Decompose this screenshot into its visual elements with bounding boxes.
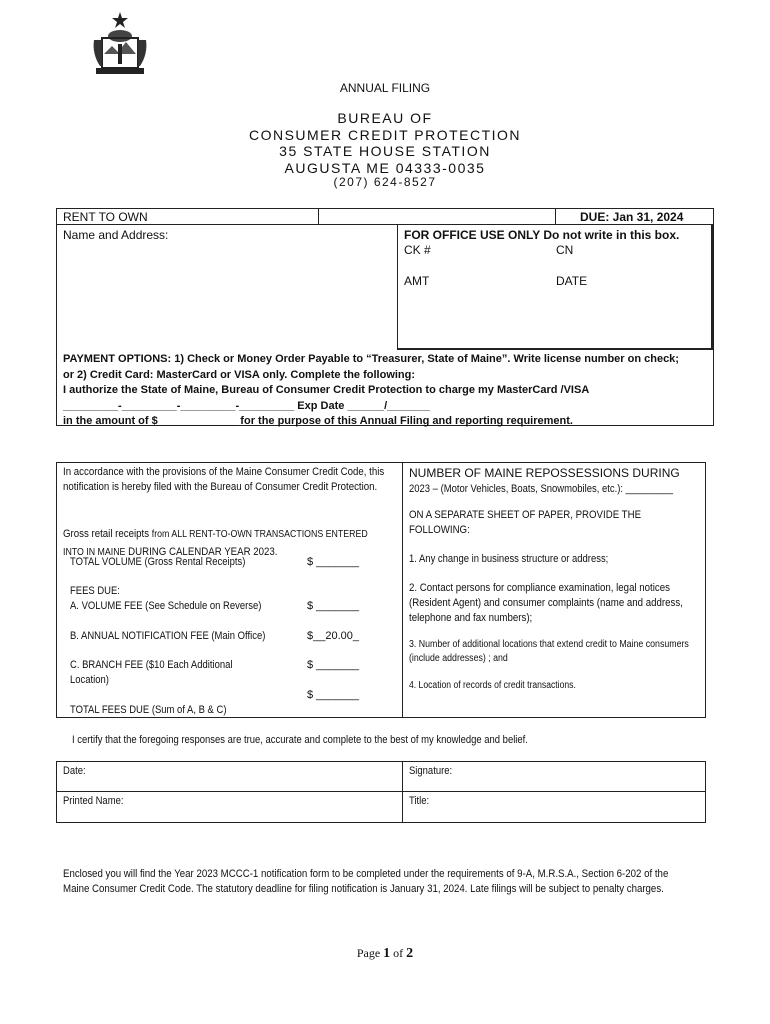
separate-sheet-text: ON A SEPARATE SHEET OF PAPER, PROVIDE THE FOLLOWING: (409, 509, 642, 536)
bureau-phone: (207) 624-8527 (333, 175, 437, 189)
name-address-field[interactable] (58, 244, 394, 346)
divider (318, 208, 319, 224)
cn-label: CN (556, 243, 574, 257)
divider (402, 761, 403, 823)
annual-filing-title: ANNUAL FILING (339, 81, 431, 95)
notification-fee-amount: $__20.00_ (307, 630, 359, 642)
payment-options: PAYMENT OPTIONS: 1) Check or Money Order Payable to “Treasurer, State of Maine”. Write license number on check; or 2) Credit Card: MasterCard or VISA only. Complete the following: I authorize the State of Maine, Bureau of Consumer Credit Protection to charge my MasterCard /VISA _________-_________-_________-_________ Exp Date ______/_______ in the amount of $_____________ for the purpose of this Annual Filing and reporting requirement. (63, 353, 679, 427)
item-1: 1. Any change in business structure or address; (409, 553, 609, 565)
item-3: 3. Number of additional locations that extend credit to Maine consumers (include addresses) ; and (409, 639, 689, 664)
signature-field[interactable]: Signature: (409, 765, 453, 777)
office-use-box (397, 224, 713, 350)
date-label: DATE (556, 274, 588, 288)
state-seal (88, 10, 152, 78)
gross-receipts: Gross retail receipts from ALL RENT-TO-OWN TRANSACTIONS ENTERED INTO IN MAINE DURING CALENDAR YEAR 2023. (63, 528, 368, 558)
fees-due-label: FEES DUE: (70, 585, 120, 597)
repossessions-line[interactable]: 2023 – (Motor Vehicles, Boats, Snowmobiles, etc.): _________ (409, 483, 673, 495)
ck-label: CK # (404, 243, 431, 257)
total-fees-label: TOTAL FEES DUE (Sum of A, B & C) (70, 704, 227, 716)
office-use-heading: FOR OFFICE USE ONLY Do not write in this box. (404, 228, 680, 242)
name-address-label: Name and Address: (63, 228, 169, 242)
title-field[interactable]: Title: (409, 795, 430, 807)
item-4: 4. Location of records of credit transactions. (409, 680, 576, 691)
printed-name-field[interactable]: Printed Name: (63, 795, 124, 807)
certification-statement: I certify that the foregoing responses are true, accurate and complete to the best of my knowledge and belief. (72, 734, 528, 746)
volume-fee-label: A. VOLUME FEE (See Schedule on Reverse) (70, 600, 262, 612)
divider (56, 791, 706, 792)
license-type: RENT TO OWN (63, 210, 148, 224)
branch-fee-label: C. BRANCH FEE ($10 Each Additional (70, 659, 233, 671)
total-volume-label: TOTAL VOLUME (Gross Rental Receipts) (70, 556, 246, 568)
left-section (63, 465, 399, 495)
bureau-address: BUREAU OF CONSUMER CREDIT PROTECTION 35 STATE HOUSE STATION AUGUSTA ME 04333-0035 (248, 110, 522, 176)
date-field[interactable]: Date: (63, 765, 86, 777)
volume-fee-amount[interactable]: $ _______ (307, 600, 359, 612)
divider (555, 208, 556, 224)
branch-fee-amount[interactable]: $ _______ (307, 659, 359, 671)
divider (402, 462, 403, 718)
due-date: DUE: Jan 31, 2024 (580, 210, 684, 224)
repossessions-title: NUMBER OF MAINE REPOSSESSIONS DURING (409, 466, 680, 480)
signature-table (56, 761, 706, 823)
total-volume-amount[interactable]: $ _______ (307, 556, 359, 568)
intro-text: In accordance with the provisions of the Maine Consumer Credit Code, this notification is hereby filed with the Bureau of Consumer Credit Protection. (63, 466, 385, 493)
notification-fee-label: B. ANNUAL NOTIFICATION FEE (Main Office) (70, 630, 266, 642)
footer-note: Enclosed you will find the Year 2023 MCCC-1 notification form to be completed under the requirements of 9-A, M.R.S.A., Section 6-202 of the Maine Consumer Credit Code. The statutory deadline for filing notification is January 31, 2024. Late filings will be subject to penalty charges. (63, 868, 669, 895)
amt-label: AMT (404, 274, 430, 288)
page-number: Page 1 of 2 (356, 946, 414, 961)
total-fees-amount[interactable]: $ _______ (307, 689, 359, 701)
license-number-field[interactable] (320, 209, 554, 223)
item-2: 2. Contact persons for compliance examination, legal notices (Resident Agent) and consumer complaints (name and address, telephone and fax numbers); (409, 582, 683, 624)
branch-fee-label-2: Location) (70, 674, 109, 686)
